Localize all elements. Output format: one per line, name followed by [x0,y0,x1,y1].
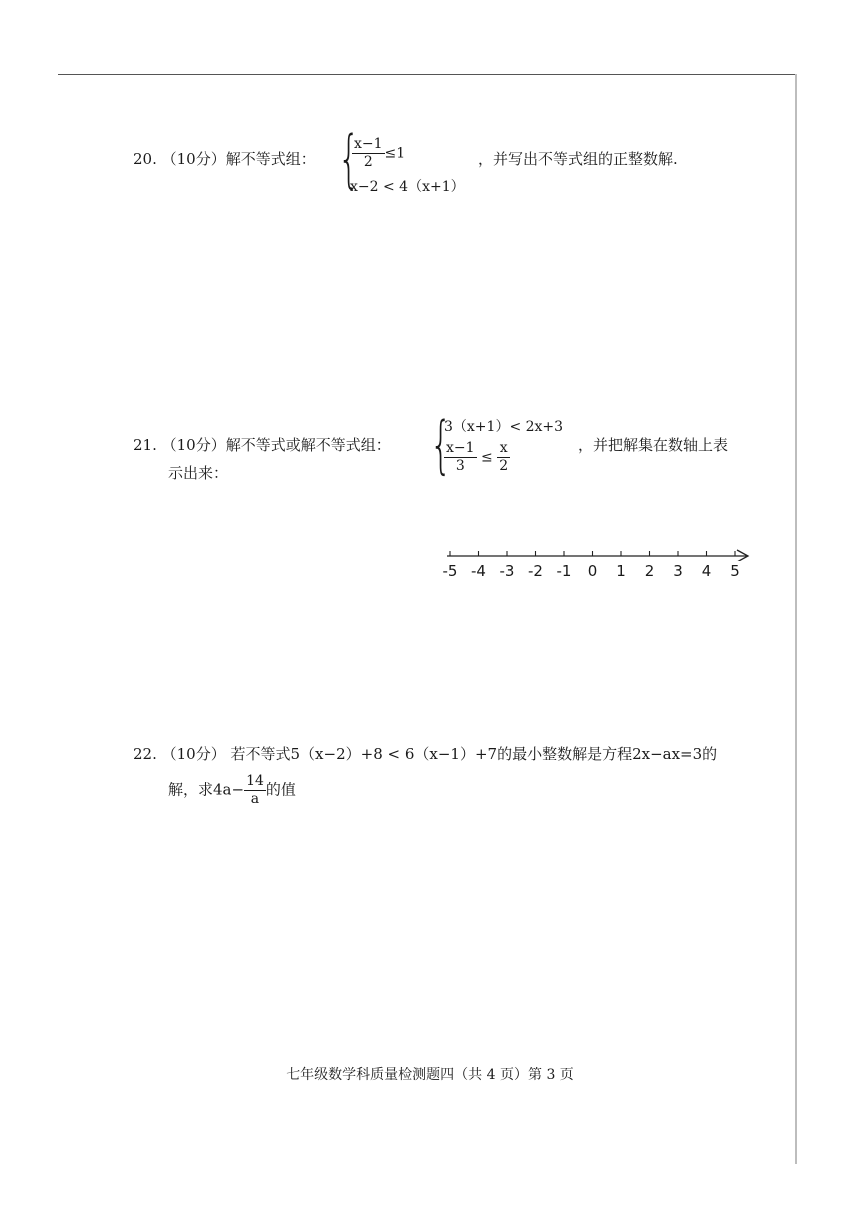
q20-ineq1-rest: ≤1 [384,145,406,162]
q22-line1 [133,743,717,765]
q20-ineq1-denominator: 2 [363,154,373,170]
q20-brace: { [338,122,360,195]
q22-text: 若不等式5（x−2）+8 < 6（x−1）+7的最小整数解是方程2x−ax=3的 [230,745,718,763]
q21-score: （10分） [161,436,226,454]
q21-ineq2 [444,440,510,475]
q21-ineq1: 3（x+1）< 2x+3 [444,419,564,435]
q20-prompt: 解不等式组： [225,150,316,168]
q21-ineq2-relation: ≤ [481,449,493,466]
number-line-tick-label: -3 [499,562,515,580]
number-line-tick-label: 0 [587,562,598,580]
number-line-ticks [450,551,735,556]
q21-ineq2-right-denominator: 2 [499,458,509,474]
q20-lead [133,148,316,170]
number-line-tick-label: 5 [730,562,740,580]
number-line-tick-label: 3 [673,562,683,580]
q22-fraction-numerator: 14 [246,773,264,789]
q21-ineq2-left-denominator: 3 [455,458,465,474]
number-line-tick-label: -2 [528,562,543,580]
q22-line2-post: 的值 [265,780,296,799]
q21-ineq2-left-fraction [444,440,477,475]
q21-lead [133,434,391,456]
q21-line2: 示出来： [168,464,229,482]
q22-number: 22. [133,745,157,763]
q22-line2 [168,773,296,808]
header-rule [58,74,796,75]
q22-line2-pre: 解，求4a− [168,780,245,799]
q20-ineq1 [352,136,405,171]
q21-ineq2-right-numerator: x [497,440,510,458]
q21-ineq2-left-numerator: x−1 [446,440,475,456]
q21-number: 21. [133,436,157,454]
number-line-axis [443,547,763,561]
number-line-tick-label: -1 [556,562,572,580]
q22-score: （10分） [161,745,226,763]
q20-score: （10分） [161,150,226,168]
q20-ineq1-numerator: x−1 [354,136,383,152]
q20-number: 20. [133,150,157,168]
q21-brace: { [430,408,452,481]
q20-tail: ，并写出不等式组的正整数解. [478,150,678,168]
number-line-tick-label: 4 [701,562,712,580]
page-edge [795,74,797,1164]
q20-ineq2: x−2 < 4（x+1） [350,179,465,195]
q22-fraction [244,773,266,808]
page-footer: 七年级数学科质量检测题四（共 4 页）第 3 页 [286,1067,574,1083]
number-line-tick-label: 2 [644,562,655,580]
number-line-tick-label: -4 [471,562,486,580]
q20-ineq1-fraction [352,136,385,171]
number-line-tick-label: -5 [442,562,458,580]
q21-prompt: 解不等式或解不等式组： [225,436,391,454]
q21-ineq2-right-fraction [497,440,510,475]
q21-tail: ，并把解集在数轴上表 [578,436,729,454]
q22-fraction-denominator: a [250,791,260,807]
number-line-tick-label: 1 [616,562,626,580]
